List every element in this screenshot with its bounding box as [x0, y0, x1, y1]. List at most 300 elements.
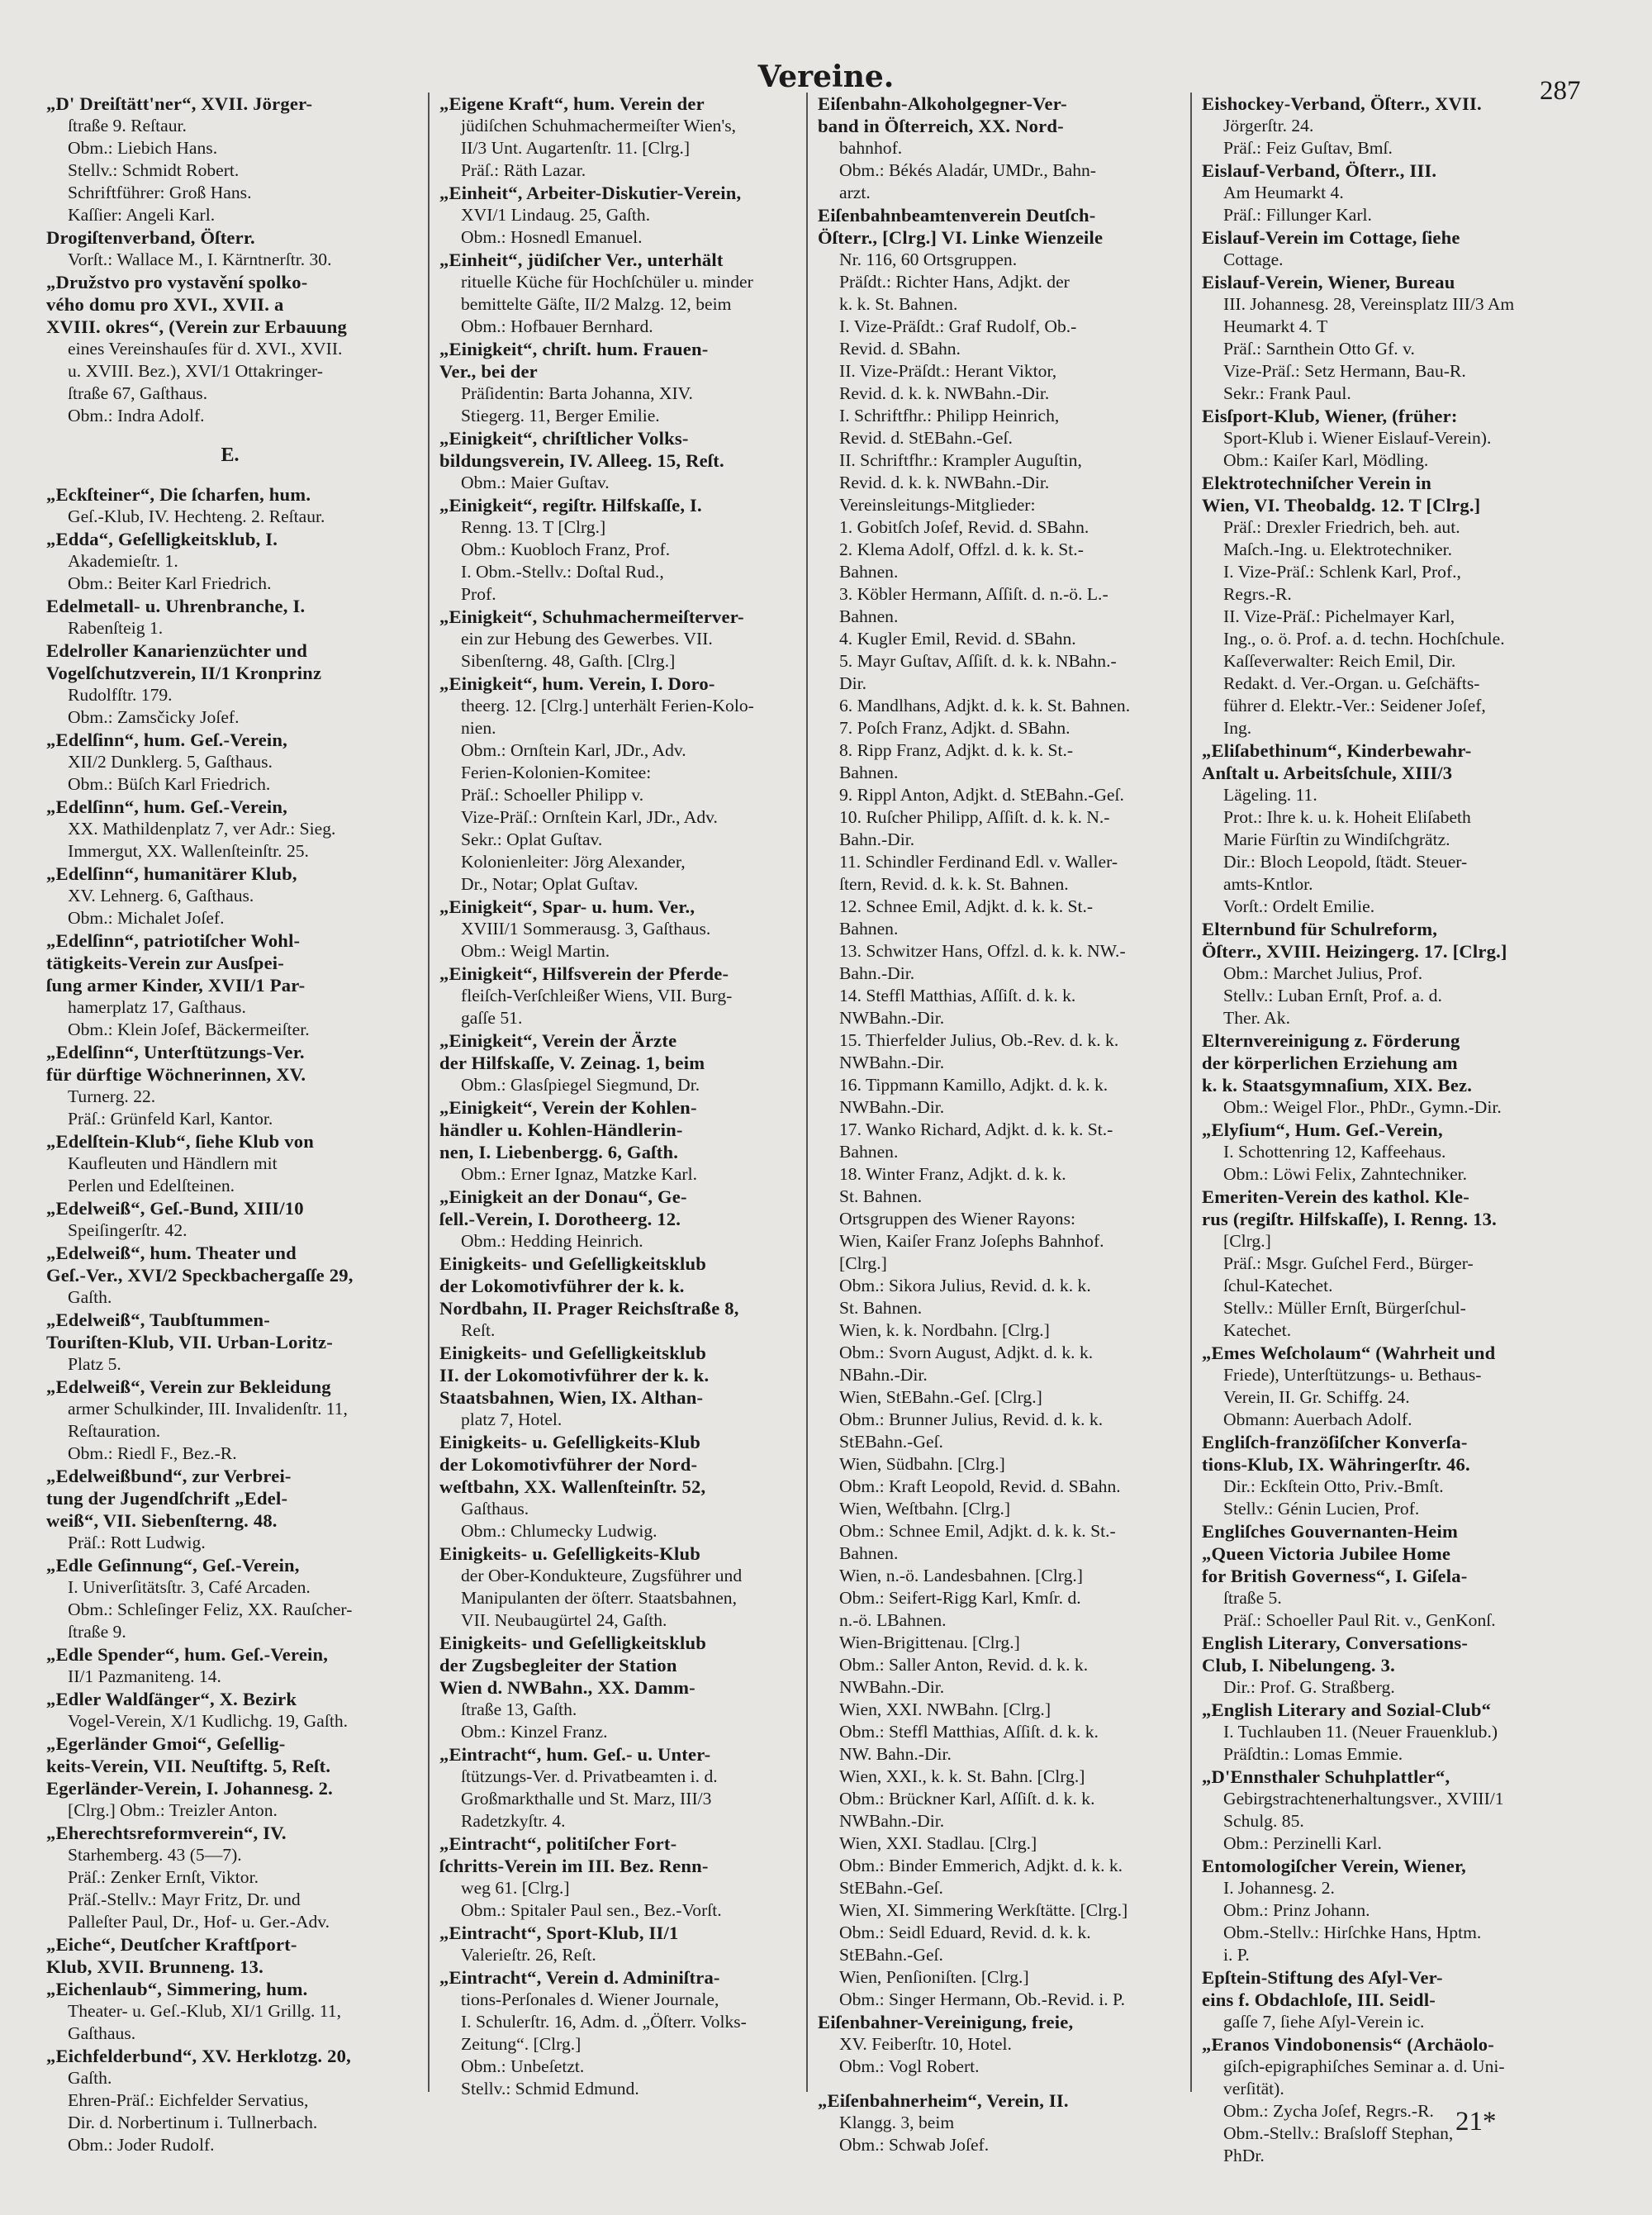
entry-detail-line: Rudolfſtr. 179.: [68, 685, 173, 705]
entry-detail-line: Obm.: Zamsčicky Joſef.: [68, 707, 240, 727]
entry-heading-line: „Edelſinn“, hum. Geſ.-Verein,: [46, 730, 288, 750]
entry-heading-line: der Lokomotivführer der k. k.: [439, 1276, 685, 1296]
entry-detail-line: StEBahn.-Geſ.: [839, 1432, 943, 1452]
entry-heading-line: für dürftige Wöchnerinnen, XV.: [46, 1064, 306, 1085]
entry-detail-line: Wien, k. k. Nordbahn. [Clrg.]: [839, 1320, 1050, 1340]
entry-detail-line: Obm.: Hofbauer Bernhard.: [461, 316, 653, 336]
entry-detail-line: Bahnen.: [839, 1142, 899, 1162]
entry-heading-line: Elternbund für Schulreform,: [1202, 919, 1438, 939]
entry-detail-line: u. XVIII. Bez.), XVI/1 Ottakringer-: [68, 361, 323, 381]
entry-detail-line: Klangg. 3, beim: [839, 2113, 955, 2132]
entry-heading-line: „Einigkeit“, Schuhmachermeiſterver-: [439, 606, 744, 627]
entry-detail-line: Gaſth.: [68, 1287, 112, 1307]
entry-heading-line: „Eiſenbahnerheim“, Verein, II.: [818, 2090, 1069, 2111]
entry-detail-line: Obm.: Kinzel Franz.: [461, 1722, 608, 1742]
entry-heading-line: vého domu pro XVI., XVII. a: [46, 294, 284, 315]
entry-detail-line: Obm.: Chlumecky Ludwig.: [461, 1521, 657, 1541]
entry-detail-line: II. Vize-Präſ.: Pichelmayer Karl,: [1223, 606, 1455, 626]
entry-heading-line: Anſtalt u. Arbeitsſchule, XIII/3: [1202, 763, 1453, 783]
entry-detail-line: ſtern, Revid. d. k. k. St. Bahnen.: [839, 874, 1069, 894]
entry-heading-line: „Edelſinn“, Unterſtützungs-Ver.: [46, 1042, 305, 1062]
entry-detail-line: I. Univerſitätsſtr. 3, Café Arcaden.: [68, 1577, 311, 1597]
entry-detail-line: NWBahn.-Dir.: [839, 1008, 945, 1028]
entry-detail-line: PhDr.: [1223, 2146, 1265, 2165]
entry-detail-line: Bahnen.: [839, 919, 899, 939]
entry-detail-line: Präſidentin: Barta Johanna, XIV.: [461, 383, 693, 403]
entry-detail-line: Ther. Ak.: [1223, 1008, 1290, 1028]
entry-detail-line: NW. Bahn.-Dir.: [839, 1744, 952, 1764]
entry-heading-line: Drogiſtenverband, Öſterr.: [46, 227, 255, 248]
entry-detail-line: hamerplatz 17, Gaſthaus.: [68, 997, 246, 1017]
entry-heading-line: „Eiche“, Deutſcher Kraftſport-: [46, 1934, 297, 1955]
entry-detail-line: Gaſthaus.: [461, 1499, 529, 1519]
entry-detail-line: jüdiſchen Schuhmachermeiſter Wien's,: [461, 116, 737, 135]
entry-detail-line: Verein, II. Gr. Schiffg. 24.: [1223, 1387, 1410, 1407]
entry-heading-line: „Einigkeit“, hum. Verein, I. Doro-: [439, 673, 715, 694]
entry-heading-line: händler u. Kohlen-Händlerin-: [439, 1119, 683, 1140]
entry-detail-line: Nr. 116, 60 Ortsgruppen.: [839, 250, 1018, 269]
entry-heading-line: XVIII. okres“, (Verein zur Erbauung: [46, 316, 347, 337]
entry-heading-line: „Edelweiß“, hum. Theater und: [46, 1243, 297, 1263]
entry-detail-line: 3. Köbler Hermann, Aſſiſt. d. n.-ö. L.-: [839, 584, 1108, 604]
entry-detail-line: Obm.: Michalet Joſef.: [68, 908, 225, 928]
entry-detail-line: Vorſt.: Wallace M., I. Kärntnerſtr. 30.: [68, 250, 332, 269]
entry-detail-line: NWBahn.-Dir.: [839, 1811, 945, 1831]
entry-heading-line: weſtbahn, XX. Wallenſteinſtr. 52,: [439, 1476, 706, 1497]
entry-detail-line: verſität).: [1223, 2079, 1284, 2099]
entry-detail-line: Wien, n.-ö. Landesbahnen. [Clrg.]: [839, 1566, 1083, 1585]
entry-heading-line: Eislauf-Verein, Wiener, Bureau: [1202, 272, 1455, 292]
entry-heading-line: „Emes Weſcholaum“ (Wahrheit und: [1202, 1343, 1496, 1363]
entry-detail-line: Bahnen.: [839, 1543, 899, 1563]
entry-detail-line: Geſ.-Klub, IV. Hechteng. 2. Reſtaur.: [68, 506, 325, 526]
entry-detail-line: Obm.: Svorn August, Adjkt. d. k. k.: [839, 1343, 1094, 1362]
entry-detail-line: Ortsgruppen des Wiener Rayons:: [839, 1209, 1075, 1229]
entry-detail-line: Revid. d. k. k. NWBahn.-Dir.: [839, 383, 1050, 403]
entry-detail-line: Sibenſterng. 48, Gaſth. [Clrg.]: [461, 651, 676, 671]
page-number: 287: [1540, 76, 1581, 106]
entry-detail-line: Kolonienleiter: Jörg Alexander,: [461, 852, 686, 872]
entry-detail-line: Am Heumarkt 4.: [1223, 183, 1344, 202]
entry-detail-line: tions-Perſonales d. Wiener Journale,: [461, 1989, 719, 2009]
entry-heading-line: „Eintracht“, hum. Geſ.- u. Unter-: [439, 1744, 711, 1765]
entry-heading-line: Eiſenbahnbeamtenverein Deutſch-: [818, 205, 1096, 226]
entry-heading-line: „Einigkeit“, Verein der Kohlen-: [439, 1097, 697, 1118]
entry-detail-line: II/3 Unt. Augartenſtr. 11. [Clrg.]: [461, 138, 691, 158]
entry-detail-line: Dir. d. Norbertinum i. Tullnerbach.: [68, 2113, 318, 2132]
entry-detail-line: Obm.: Riedl F., Bez.-R.: [68, 1443, 237, 1463]
entry-detail-line: Wien, StEBahn.-Geſ. [Clrg.]: [839, 1387, 1042, 1407]
entry-detail-line: Vereinsleitungs-Mitglieder:: [839, 495, 1036, 515]
entry-detail-line: Präſdt.: Richter Hans, Adjkt. der: [839, 272, 1070, 292]
entry-detail-line: Ing.: [1223, 718, 1252, 738]
entry-heading-line: Ver., bei der: [439, 361, 538, 382]
entry-detail-line: Katechet.: [1223, 1320, 1292, 1340]
entry-heading-line: „Družstvo pro vystavění spolko-: [46, 272, 308, 292]
entry-detail-line: weg 61. [Clrg.]: [461, 1878, 570, 1898]
entry-detail-line: 15. Thierfelder Julius, Ob.-Rev. d. k. k.: [839, 1030, 1119, 1050]
entry-detail-line: NWBahn.-Dir.: [839, 1677, 945, 1697]
entry-detail-line: Wien, Kaiſer Franz Joſephs Bahnhof.: [839, 1231, 1104, 1251]
entry-detail-line: Obm.: Marchet Julius, Prof.: [1223, 963, 1423, 983]
entry-detail-line: Präſ.: Drexler Friedrich, beh. aut.: [1223, 517, 1460, 537]
entry-heading-line: Nordbahn, II. Prager Reichsſtraße 8,: [439, 1298, 739, 1319]
entry-detail-line: [Clrg.]: [839, 1253, 887, 1273]
page-title: Vereine.: [757, 59, 895, 94]
entry-detail-line: Stiegerg. 11, Berger Emilie.: [461, 406, 660, 425]
entry-heading-line: der körperlichen Erziehung am: [1202, 1053, 1458, 1073]
entry-heading-line: „Edda“, Geſelligkeitsklub, I.: [46, 529, 278, 549]
entry-detail-line: Palleſter Paul, Dr., Hof- u. Ger.-Adv.: [68, 1912, 330, 1932]
entry-detail-line: St. Bahnen.: [839, 1186, 923, 1206]
entry-detail-line: Sport-Klub i. Wiener Eislauf-Verein).: [1223, 428, 1492, 448]
entry-detail-line: [Clrg.]: [1223, 1231, 1271, 1251]
spacer: [818, 2078, 1188, 2089]
entry-heading-line: „Queen Victoria Jubilee Home: [1202, 1543, 1451, 1564]
entry-detail-line: Obm.: Büſch Karl Friedrich.: [68, 774, 271, 794]
entry-detail-line: Vize-Präſ.: Setz Hermann, Bau-R.: [1223, 361, 1466, 381]
entry-detail-line: Obm.: Indra Adolf.: [68, 406, 205, 425]
entry-heading-line: „Einigkeit“, chriſt. hum. Frauen-: [439, 339, 709, 359]
entry-detail-line: Präſ.: Rott Ludwig.: [68, 1533, 206, 1552]
entry-heading-line: keits-Verein, VII. Neuſtiftg. 5, Reſt.: [46, 1756, 331, 1776]
entry-detail-line: 13. Schwitzer Hans, Offzl. d. k. k. NW.-: [839, 941, 1126, 961]
entry-detail-line: Wien, XXI., k. k. St. Bahn. [Clrg.]: [839, 1766, 1085, 1786]
entry-detail-line: Präſ.: Fillunger Karl.: [1223, 205, 1372, 225]
entry-heading-line: „Edler Waldſänger“, X. Bezirk: [46, 1689, 297, 1709]
entry-detail-line: Immergut, XX. Wallenſteinſtr. 25.: [68, 841, 309, 861]
entry-heading-line: Einigkeits- und Geſelligkeitsklub: [439, 1343, 706, 1363]
entry-detail-line: Dir.: [839, 673, 866, 693]
entry-detail-line: Stellv.: Schmidt Robert.: [68, 160, 240, 180]
entry-heading-line: „Eichfelderbund“, XV. Herklotzg. 20,: [46, 2046, 351, 2066]
entry-heading-line: „Edelweiß“, Verein zur Bekleidung: [46, 1376, 331, 1397]
entry-heading-line: Einigkeits- und Geſelligkeitsklub: [439, 1633, 706, 1653]
entry-detail-line: Wien, XXI. Stadlau. [Clrg.]: [839, 1833, 1037, 1853]
entry-detail-line: Renng. 13. T [Clrg.]: [461, 517, 606, 537]
entry-detail-line: Dir.: Prof. G. Straßberg.: [1223, 1677, 1395, 1697]
entry-heading-line: Klub, XVII. Brunneng. 13.: [46, 1956, 264, 1977]
entry-heading-line: Eiſenbahner-Vereinigung, freie,: [818, 2012, 1074, 2032]
entry-detail-line: Heumarkt 4. T: [1223, 316, 1328, 336]
entry-heading-line: „Eliſabethinum“, Kinderbewahr-: [1202, 740, 1472, 761]
entry-detail-line: Marie Fürſtin zu Windiſchgrätz.: [1223, 829, 1450, 849]
entry-detail-line: Obm.: Joder Rudolf.: [68, 2135, 215, 2155]
entry-heading-line: „Edelſtein-Klub“, ſiehe Klub von: [46, 1131, 315, 1152]
entry-detail-line: Präſdtin.: Lomas Emmie.: [1223, 1744, 1403, 1764]
entry-heading-line: Öſterr., XVIII. Heizingerg. 17. [Clrg.]: [1202, 941, 1507, 962]
entry-heading-line: Egerländer-Verein, I. Johannesg. 2.: [46, 1778, 333, 1799]
entry-detail-line: armer Schulkinder, III. Invalidenſtr. 11,: [68, 1399, 348, 1419]
entry-detail-line: Obm.: Schwab Joſef.: [839, 2135, 990, 2155]
entry-heading-line: „Einigkeit“, regiſtr. Hilfskaſſe, I.: [439, 495, 702, 516]
entry-heading-line: Einigkeits- u. Geſelligkeits-Klub: [439, 1543, 701, 1564]
entry-heading-line: „Eherechtsreformverein“, IV.: [46, 1823, 287, 1843]
entry-heading-line: „Edelſinn“, hum. Geſ.-Verein,: [46, 796, 288, 817]
entry-detail-line: Obm.: Seifert-Rigg Karl, Kmſr. d.: [839, 1588, 1081, 1608]
entry-detail-line: Sekr.: Frank Paul.: [1223, 383, 1351, 403]
entry-heading-line: II. der Lokomotivführer der k. k.: [439, 1365, 710, 1386]
entry-detail-line: Ehren-Präſ.: Eichfelder Servatius,: [68, 2090, 309, 2110]
entry-detail-line: Bahnen.: [839, 606, 899, 626]
entry-detail-line: XVI/1 Lindaug. 25, Gaſth.: [461, 205, 651, 225]
entry-detail-line: 16. Tippmann Kamillo, Adjkt. d. k. k.: [839, 1075, 1108, 1095]
entry-heading-line: Staatsbahnen, Wien, IX. Althan-: [439, 1387, 704, 1408]
entry-detail-line: führer d. Elektr.-Ver.: Seidener Joſef,: [1223, 696, 1486, 715]
entry-heading-line: Engliſch-franzöſiſcher Konverſa-: [1202, 1432, 1468, 1452]
entry-heading-line: k. k. Staatsgymnaſium, XIX. Bez.: [1202, 1075, 1473, 1096]
entry-detail-line: Obm.: Hosnedl Emanuel.: [461, 227, 643, 247]
entry-detail-line: Cottage.: [1223, 250, 1284, 269]
entry-detail-line: 7. Poſch Franz, Adjkt. d. SBahn.: [839, 718, 1070, 738]
entry-detail-line: [Clrg.] Obm.: Treizler Anton.: [68, 1800, 278, 1820]
entry-detail-line: Gaſth.: [68, 2068, 112, 2088]
entry-detail-line: 17. Wanko Richard, Adjkt. d. k. k. St.-: [839, 1119, 1113, 1139]
entry-detail-line: n.-ö. LBahnen.: [839, 1610, 947, 1630]
entry-detail-line: XX. Mathildenplatz 7, ver Adr.: Sieg.: [68, 819, 336, 839]
entry-detail-line: Bahn.-Dir.: [839, 829, 915, 849]
entry-detail-line: Speiſingerſtr. 42.: [68, 1220, 188, 1240]
entry-heading-line: Elektrotechniſcher Verein in: [1202, 473, 1431, 493]
entry-detail-line: Stellv.: Luban Ernſt, Prof. a. d.: [1223, 986, 1442, 1005]
entry-detail-line: Gebirgstrachtenerhaltungsver., XVIII/1: [1223, 1789, 1504, 1809]
entry-detail-line: Friede), Unterſtützungs- u. Bethaus-: [1223, 1365, 1482, 1385]
entry-detail-line: Stellv.: Müller Ernſt, Bürgerſchul-: [1223, 1298, 1466, 1318]
entry-detail-line: Revid. d. SBahn.: [839, 339, 961, 359]
entry-detail-line: Kaufleuten und Händlern mit: [68, 1153, 278, 1173]
entry-detail-line: fleiſch-Verſchleißer Wiens, VII. Burg-: [461, 986, 733, 1005]
entry-detail-line: ſtraße 13, Gaſth.: [461, 1699, 577, 1719]
entry-detail-line: platz 7, Hotel.: [461, 1409, 563, 1429]
entry-detail-line: Obm.: Zycha Joſef, Regrs.-R.: [1223, 2101, 1434, 2121]
entry-detail-line: Obm.: Spitaler Paul sen., Bez.-Vorſt.: [461, 1900, 722, 1920]
entry-detail-line: Präſ.: Sarnthein Otto Gf. v.: [1223, 339, 1415, 359]
entry-heading-line: tung der Jugendſchrift „Edel-: [46, 1488, 288, 1509]
signature-mark: 21*: [1455, 2107, 1497, 2137]
entry-detail-line: Schulg. 85.: [1223, 1811, 1304, 1831]
entry-detail-line: Präſ.: Zenker Ernſt, Viktor.: [68, 1867, 259, 1887]
entry-detail-line: Manipulanten der öſterr. Staatsbahnen,: [461, 1588, 738, 1608]
entry-detail-line: Präſ.: Schoeller Paul Rit. v., GenKonſ.: [1223, 1610, 1496, 1630]
column-1: [46, 93, 414, 2155]
entry-detail-line: Großmarkthalle und St. Marz, III/3: [461, 1789, 712, 1809]
entry-detail-line: Obm.: Glasſpiegel Siegmund, Dr.: [461, 1075, 700, 1095]
entry-detail-line: Obm.: Schnee Emil, Adjkt. d. k. k. St.-: [839, 1521, 1116, 1541]
entry-detail-line: Dir.: Eckſtein Otto, Priv.-Bmſt.: [1223, 1476, 1444, 1496]
entry-detail-line: ein zur Hebung des Gewerbes. VII.: [461, 629, 713, 649]
entry-detail-line: Maſch.-Ing. u. Elektrotechniker.: [1223, 539, 1453, 559]
column-3: [806, 93, 1188, 2155]
entry-heading-line: Entomologiſcher Verein, Wiener,: [1202, 1856, 1467, 1876]
entry-detail-line: Bahn.-Dir.: [839, 963, 915, 983]
entry-detail-line: Obm.: Brückner Karl, Aſſiſt. d. k. k.: [839, 1789, 1095, 1809]
entry-detail-line: Wien-Brigittenau. [Clrg.]: [839, 1633, 1020, 1652]
entry-heading-line: der Lokomotivführer der Nord-: [439, 1454, 698, 1475]
entry-detail-line: Ferien-Kolonien-Komitee:: [461, 763, 652, 782]
entry-detail-line: NWBahn.-Dir.: [839, 1053, 945, 1072]
entry-heading-line: tions-Klub, IX. Währingerſtr. 46.: [1202, 1454, 1470, 1475]
entry-detail-line: 2. Klema Adolf, Offzl. d. k. k. St.-: [839, 539, 1084, 559]
entry-detail-line: Obm.: Perzinelli Karl.: [1223, 1833, 1382, 1853]
entry-detail-line: ſchul-Katechet.: [1223, 1276, 1333, 1295]
entry-detail-line: I. Johannesg. 2.: [1223, 1878, 1335, 1898]
entry-detail-line: Wien, XXI. NWBahn. [Clrg.]: [839, 1699, 1051, 1719]
entry-detail-line: bemittelte Gäſte, II/2 Malzg. 12, beim: [461, 294, 732, 314]
entry-heading-line: „English Literary and Sozial-Club“: [1202, 1699, 1492, 1720]
entry-heading-line: „Einigkeit an der Donau“, Ge-: [439, 1186, 687, 1207]
entry-detail-line: 4. Kugler Emil, Revid. d. SBahn.: [839, 629, 1076, 649]
entry-detail-line: Dr., Notar; Oplat Guſtav.: [461, 874, 638, 894]
entry-detail-line: Obm.: Steffl Matthias, Aſſiſt. d. k. k.: [839, 1722, 1099, 1742]
entry-heading-line: „Einheit“, jüdiſcher Ver., unterhält: [439, 250, 724, 270]
entry-detail-line: Rabenſteig 1.: [68, 618, 164, 638]
entry-detail-line: Wien, XI. Simmering Werkſtätte. [Clrg.]: [839, 1900, 1128, 1920]
entry-heading-line: der Zugsbegleiter der Station: [439, 1655, 677, 1676]
entry-heading-line: „Eranos Vindobonensis“ (Archäolo-: [1202, 2034, 1494, 2055]
entry-detail-line: Obm.: Sikora Julius, Revid. d. k. k.: [839, 1276, 1091, 1295]
entry-detail-line: der Ober-Kondukteure, Zugsführer und: [461, 1566, 743, 1585]
entry-detail-line: Obm.: Kuobloch Franz, Prof.: [461, 539, 671, 559]
entry-heading-line: „Edelweiß“, Geſ.-Bund, XIII/10: [46, 1198, 304, 1219]
entry-heading-line: „Eintracht“, politiſcher Fort-: [439, 1833, 677, 1854]
entry-detail-line: Bahnen.: [839, 562, 899, 582]
entry-heading-line: Öſterr., [Clrg.] VI. Linke Wienzeile: [818, 227, 1104, 248]
entry-heading-line: „Edelweißbund“, zur Verbrei-: [46, 1466, 292, 1486]
entry-heading-line: „Eigene Kraft“, hum. Verein der: [439, 93, 705, 114]
entry-heading-line: ſung armer Kinder, XVII/1 Par-: [46, 975, 306, 996]
entry-detail-line: NBahn.-Dir.: [839, 1365, 928, 1385]
entry-heading-line: „Einigkeit“, Verein der Ärzte: [439, 1030, 677, 1051]
entry-heading-line: Eislauf-Verband, Öſterr., III.: [1202, 160, 1437, 181]
entry-detail-line: giſch-epigraphiſches Seminar a. d. Uni-: [1223, 2056, 1505, 2076]
entry-detail-line: Wien, Südbahn. [Clrg.]: [839, 1454, 1005, 1474]
entry-heading-line: „Einigkeit“, Spar- u. hum. Ver.,: [439, 896, 695, 917]
entry-detail-line: k. k. St. Bahnen.: [839, 294, 958, 314]
entry-detail-line: Redakt. d. Ver.-Organ. u. Geſchäfts-: [1223, 673, 1480, 693]
entry-detail-line: VII. Neubaugürtel 24, Gaſth.: [461, 1610, 667, 1630]
entry-detail-line: Akademieſtr. 1.: [68, 551, 178, 571]
entry-detail-line: NWBahn.-Dir.: [839, 1097, 945, 1117]
entry-heading-line: tätigkeits-Verein zur Ausſpei-: [46, 953, 285, 973]
entry-detail-line: eines Vereinshauſes für d. XVI., XVII.: [68, 339, 343, 359]
entry-heading-line: Edelroller Kanarienzüchter und: [46, 640, 308, 661]
entry-detail-line: I. Schulerſtr. 16, Adm. d. „Öſterr. Volks-: [461, 2012, 747, 2032]
entry-detail-line: I. Schriftfhr.: Philipp Heinrich,: [839, 406, 1060, 425]
entry-detail-line: 9. Rippl Anton, Adjkt. d. StEBahn.-Geſ.: [839, 785, 1124, 805]
entry-heading-line: Eiſenbahn-Alkoholgegner-Ver-: [818, 93, 1067, 114]
entry-detail-line: Obm.: Kraft Leopold, Revid. d. SBahn.: [839, 1476, 1121, 1496]
entry-detail-line: ſtützungs-Ver. d. Privatbeamten i. d.: [461, 1766, 718, 1786]
entry-detail-line: Obm.: Prinz Johann.: [1223, 1900, 1370, 1920]
entry-heading-line: Geſ.-Ver., XVI/2 Speckbachergaſſe 29,: [46, 1265, 354, 1286]
column-2: [428, 93, 803, 2099]
entry-detail-line: Prof.: [461, 584, 496, 604]
entry-detail-line: XV. Feiberſtr. 10, Hotel.: [839, 2034, 1012, 2054]
entry-detail-line: ſtraße 67, Gaſthaus.: [68, 383, 208, 403]
entry-detail-line: Wien, Weſtbahn. [Clrg.]: [839, 1499, 1011, 1519]
entry-detail-line: 11. Schindler Ferdinand Edl. v. Waller-: [839, 852, 1118, 872]
entry-heading-line: „Edle Spender“, hum. Geſ.-Verein,: [46, 1644, 329, 1665]
entry-detail-line: Stellv.: Schmid Edmund.: [461, 2079, 639, 2099]
entry-detail-line: Wien, Penſioniſten. [Clrg.]: [839, 1967, 1029, 1987]
entry-heading-line: nen, I. Liebenbergg. 6, Gaſth.: [439, 1142, 679, 1162]
entry-heading-line: Touriſten-Klub, VII. Urban-Loritz-: [46, 1332, 333, 1352]
entry-detail-line: Obmann: Auerbach Adolf.: [1223, 1409, 1412, 1429]
entry-heading-line: „Eintracht“, Verein d. Adminiſtra-: [439, 1967, 720, 1988]
entry-detail-line: Obm.: Erner Ignaz, Matzke Karl.: [461, 1164, 698, 1184]
entry-detail-line: Präſ.: Feiz Guſtav, Bmſ.: [1223, 138, 1393, 158]
entry-heading-line: ſchritts-Verein im III. Bez. Renn-: [439, 1856, 709, 1876]
entry-detail-line: theerg. 12. [Clrg.] unterhält Ferien-Kolo-: [461, 696, 754, 715]
entry-detail-line: Zeitung“. [Clrg.]: [461, 2034, 582, 2054]
entry-detail-line: Präſ.-Stellv.: Mayr Fritz, Dr. und: [68, 1889, 301, 1909]
entry-detail-line: Reſt.: [461, 1320, 496, 1340]
entry-detail-line: Obm.: Weigl Martin.: [461, 941, 610, 961]
entry-detail-line: Starhemberg. 43 (5—7).: [68, 1845, 242, 1865]
entry-detail-line: Ing., o. ö. Prof. a. d. techn. Hochſchule.: [1223, 629, 1505, 649]
entry-heading-line: „Einheit“, Arbeiter-Diskutier-Verein,: [439, 183, 742, 203]
entry-heading-line: bildungsverein, IV. Alleeg. 15, Reſt.: [439, 450, 724, 471]
entry-detail-line: Obm.: Schleſinger Feliz, XX. Rauſcher-: [68, 1599, 353, 1619]
entry-detail-line: 10. Ruſcher Philipp, Aſſiſt. d. k. k. N.-: [839, 807, 1110, 827]
entry-detail-line: 1. Gobitſch Joſef, Revid. d. SBahn.: [839, 517, 1089, 537]
entry-heading-line: „Einigkeit“, chriſtlicher Volks-: [439, 428, 689, 449]
entry-detail-line: Bahnen.: [839, 763, 899, 782]
entry-detail-line: Gaſthaus.: [68, 2023, 136, 2043]
entry-detail-line: Regrs.-R.: [1223, 584, 1292, 604]
entry-detail-line: Revid. d. k. k. NWBahn.-Dir.: [839, 473, 1050, 492]
entry-heading-line: „Egerländer Gmoi“, Geſellig-: [46, 1733, 286, 1754]
entry-detail-line: Obm.: Seidl Eduard, Revid. d. k. k.: [839, 1923, 1091, 1942]
entry-detail-line: Sekr.: Oplat Guſtav.: [461, 829, 603, 849]
entry-detail-line: Dir.: Bloch Leopold, ſtädt. Steuer-: [1223, 852, 1468, 872]
entry-detail-line: Präſ.: Grünfeld Karl, Kantor.: [68, 1109, 273, 1129]
entry-detail-line: Obm.: Saller Anton, Revid. d. k. k.: [839, 1655, 1089, 1675]
entry-heading-line: Eisſport-Klub, Wiener, (früher:: [1202, 406, 1458, 426]
entry-detail-line: Obm.: Singer Hermann, Ob.-Revid. i. P.: [839, 1989, 1126, 2009]
entry-heading-line: „Edle Geſinnung“, Geſ.-Verein,: [46, 1555, 300, 1576]
entry-detail-line: I. Tuchlauben 11. (Neuer Frauenklub.): [1223, 1722, 1498, 1742]
entry-detail-line: I. Schottenring 12, Kaffeehaus.: [1223, 1142, 1446, 1162]
entry-detail-line: I. Obm.-Stellv.: Doſtal Rud.,: [461, 562, 664, 582]
entry-detail-line: Obm.: Békés Aladár, UMDr., Bahn-: [839, 160, 1096, 180]
entry-detail-line: 14. Steffl Matthias, Aſſiſt. d. k. k.: [839, 986, 1076, 1005]
entry-heading-line: Eislauf-Verein im Cottage, ſiehe: [1202, 227, 1460, 248]
entry-detail-line: Obm.: Löwi Felix, Zahntechniker.: [1223, 1164, 1468, 1184]
entry-heading-line: „Edelſinn“, humanitärer Klub,: [46, 863, 297, 884]
entry-heading-line: „Elyſium“, Hum. Geſ.-Verein,: [1202, 1119, 1443, 1140]
entry-detail-line: Theater- u. Geſ.-Klub, XI/1 Grillg. 11,: [68, 2001, 341, 2021]
entry-detail-line: I. Vize-Präſdt.: Graf Rudolf, Ob.-: [839, 316, 1077, 336]
entry-heading-line: Edelmetall- u. Uhrenbranche, I.: [46, 596, 306, 616]
entry-detail-line: Obm.: Vogl Robert.: [839, 2056, 980, 2076]
entry-detail-line: 5. Mayr Guſtav, Aſſiſt. d. k. k. NBahn.-: [839, 651, 1117, 671]
entry-detail-line: ſtraße 9.: [68, 1622, 126, 1642]
entry-detail-line: 18. Winter Franz, Adjkt. d. k. k.: [839, 1164, 1066, 1184]
entry-heading-line: Wien, VI. Theobaldg. 12. T [Clrg.]: [1202, 495, 1481, 516]
entry-detail-line: Schriftführer: Groß Hans.: [68, 183, 252, 202]
entry-heading-line: rus (regiſtr. Hilfskaſſe), I. Renng. 13.: [1202, 1209, 1497, 1229]
entry-heading-line: „D' Dreiſtätt'ner“, XVII. Jörger-: [46, 93, 313, 114]
entry-heading-line: „Eintracht“, Sport-Klub, II/1: [439, 1923, 679, 1943]
entry-heading-line: „Eichenlaub“, Simmering, hum.: [46, 1979, 308, 1999]
entry-heading-line: „Edelſinn“, patriotiſcher Wohl-: [46, 930, 301, 951]
entry-heading-line: Eishockey-Verband, Öſterr., XVII.: [1202, 93, 1482, 114]
entry-heading-line: for British Governess“, I. Giſela-: [1202, 1566, 1468, 1586]
entry-detail-line: Perlen und Edelſteinen.: [68, 1176, 235, 1195]
entry-detail-line: Obm.-Stellv.: Braſsloff Stephan,: [1223, 2123, 1454, 2143]
entry-detail-line: nien.: [461, 718, 496, 738]
